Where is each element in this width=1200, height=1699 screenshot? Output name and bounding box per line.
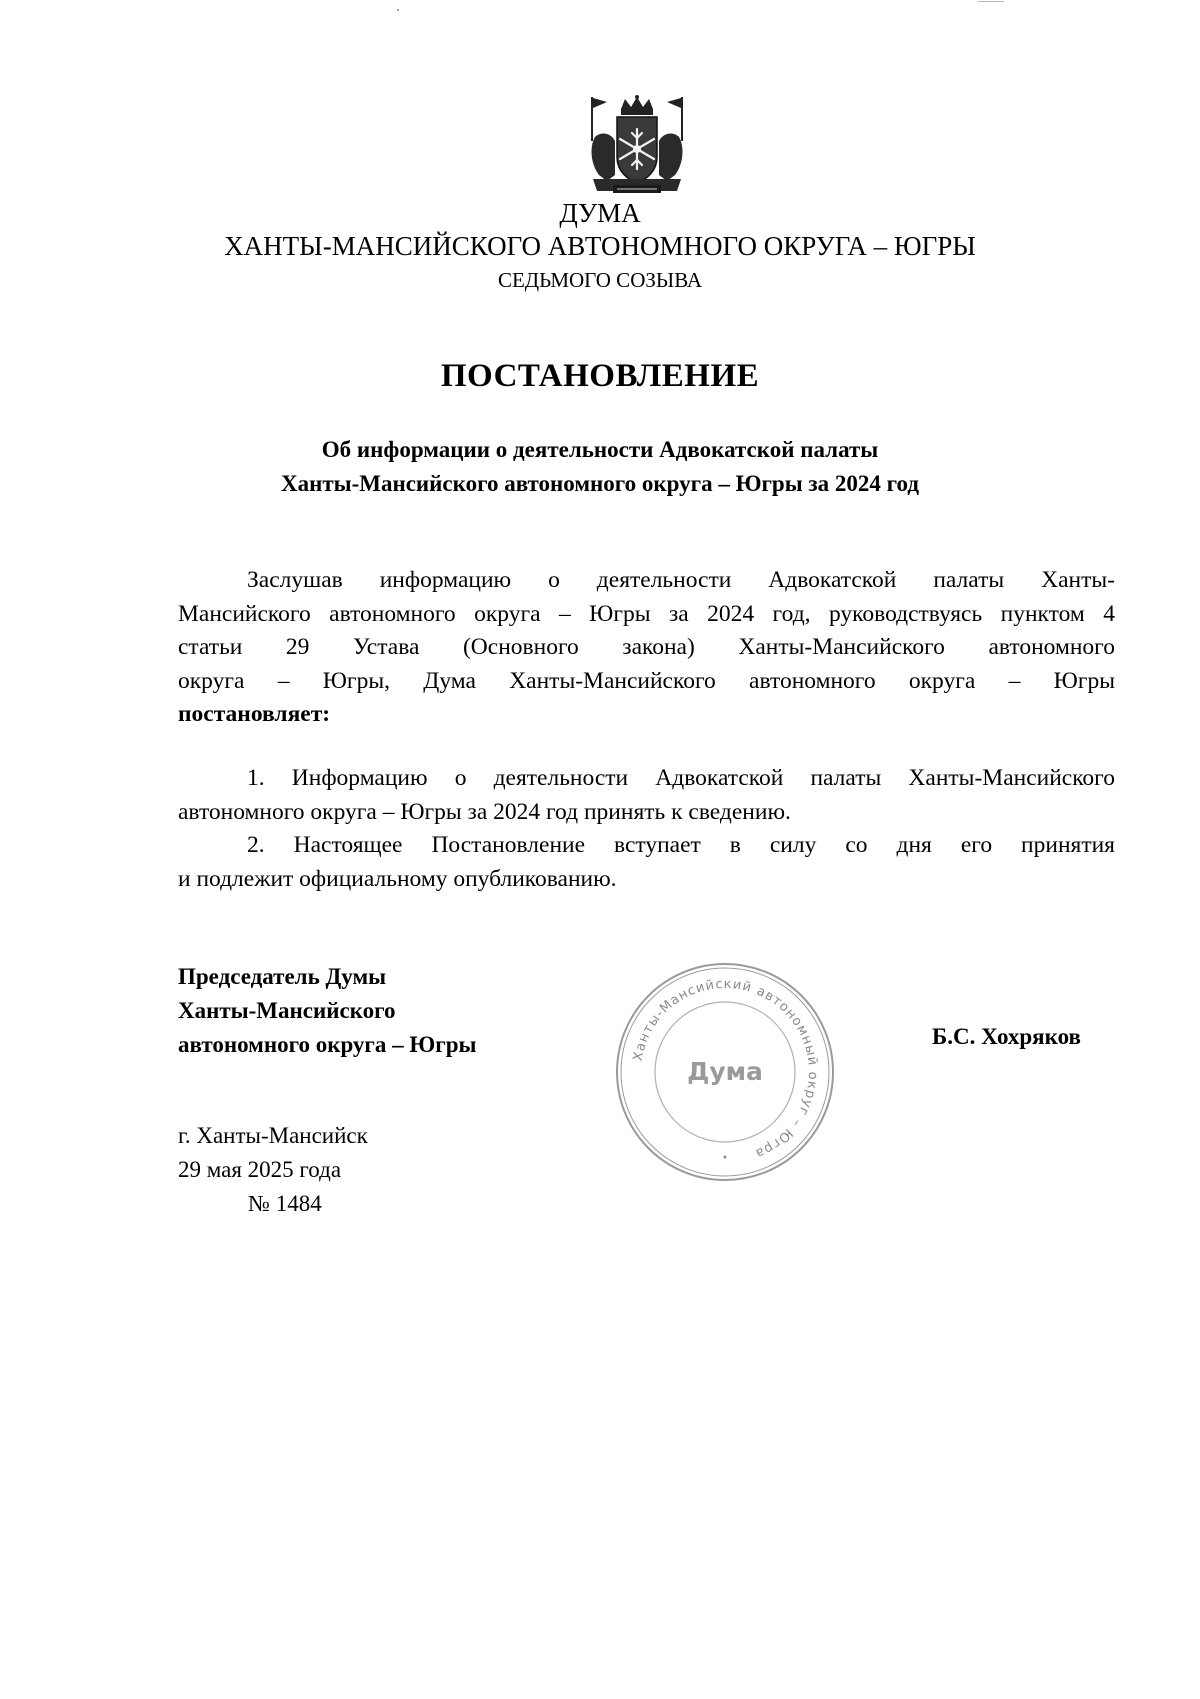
preamble-line: округа – Югры, Дума Ханты-Мансийского автономного округа – Югры (178, 667, 1115, 694)
stamp-center-text: Дума (687, 1057, 763, 1086)
signatory-name: Б.С. Хохряков (932, 1024, 1081, 1049)
signatory-position-line: Ханты-Мансийского (178, 998, 396, 1023)
signatory-position-line: Председатель Думы (178, 964, 387, 989)
item-1-line: автономного округа – Югры за 2024 год принять к сведению. (178, 798, 791, 825)
item-1-line: 1. Информацию о деятельности Адвокатской палаты Ханты-Мансийского (247, 765, 1115, 791)
item-2-line: и подлежит официальному опубликованию. (178, 865, 617, 892)
coat-of-arms-emblem (585, 95, 689, 203)
document-type-heading: ПОСТАНОВЛЕНИЕ (440, 358, 760, 394)
official-seal-stamp (612, 959, 838, 1185)
document-number: № 1484 (248, 1191, 322, 1216)
date: 29 мая 2025 года (178, 1157, 342, 1182)
document-title-line-2: Ханты-Мансийского автономного округа – Югры за 2024 год (280, 471, 920, 496)
preamble-paragraph (178, 564, 1115, 732)
scan-marks (0, 0, 1200, 12)
resolves-word: постановляет: (178, 701, 331, 727)
document-title-line-1: Об информации о деятельности Адвокатской палаты (321, 437, 879, 462)
resolution-items (178, 762, 1115, 896)
signatory-position-line: автономного округа – Югры (178, 1032, 477, 1057)
signatory-position (178, 960, 476, 1062)
convocation: СЕДЬМОГО СОЗЫВА (497, 268, 703, 292)
place-date-number (178, 1119, 368, 1221)
preamble-line: Заслушав информацию о деятельности Адвокатской палаты Ханты- (247, 567, 1115, 593)
preamble-line: статьи 29 Устава (Основного закона) Ханты-Мансийского автономного (178, 634, 1115, 660)
duma-name: ДУМА (559, 198, 641, 228)
stamp-ring-text: Ханты-Мансийский автономный округ – Югра (630, 976, 821, 1162)
item-2-line: 2. Настоящее Постановление вступает в силу со дня его принятия (247, 832, 1115, 858)
preamble-line: Мансийского автономного округа – Югры за 2024 год, руководствуясь пунктом 4 (178, 600, 1115, 627)
city: г. Ханты-Мансийск (178, 1123, 368, 1148)
okrug-name: ХАНТЫ-МАНСИЙСКОГО АВТОНОМНОГО ОКРУГА – ЮГРЫ (224, 231, 976, 261)
